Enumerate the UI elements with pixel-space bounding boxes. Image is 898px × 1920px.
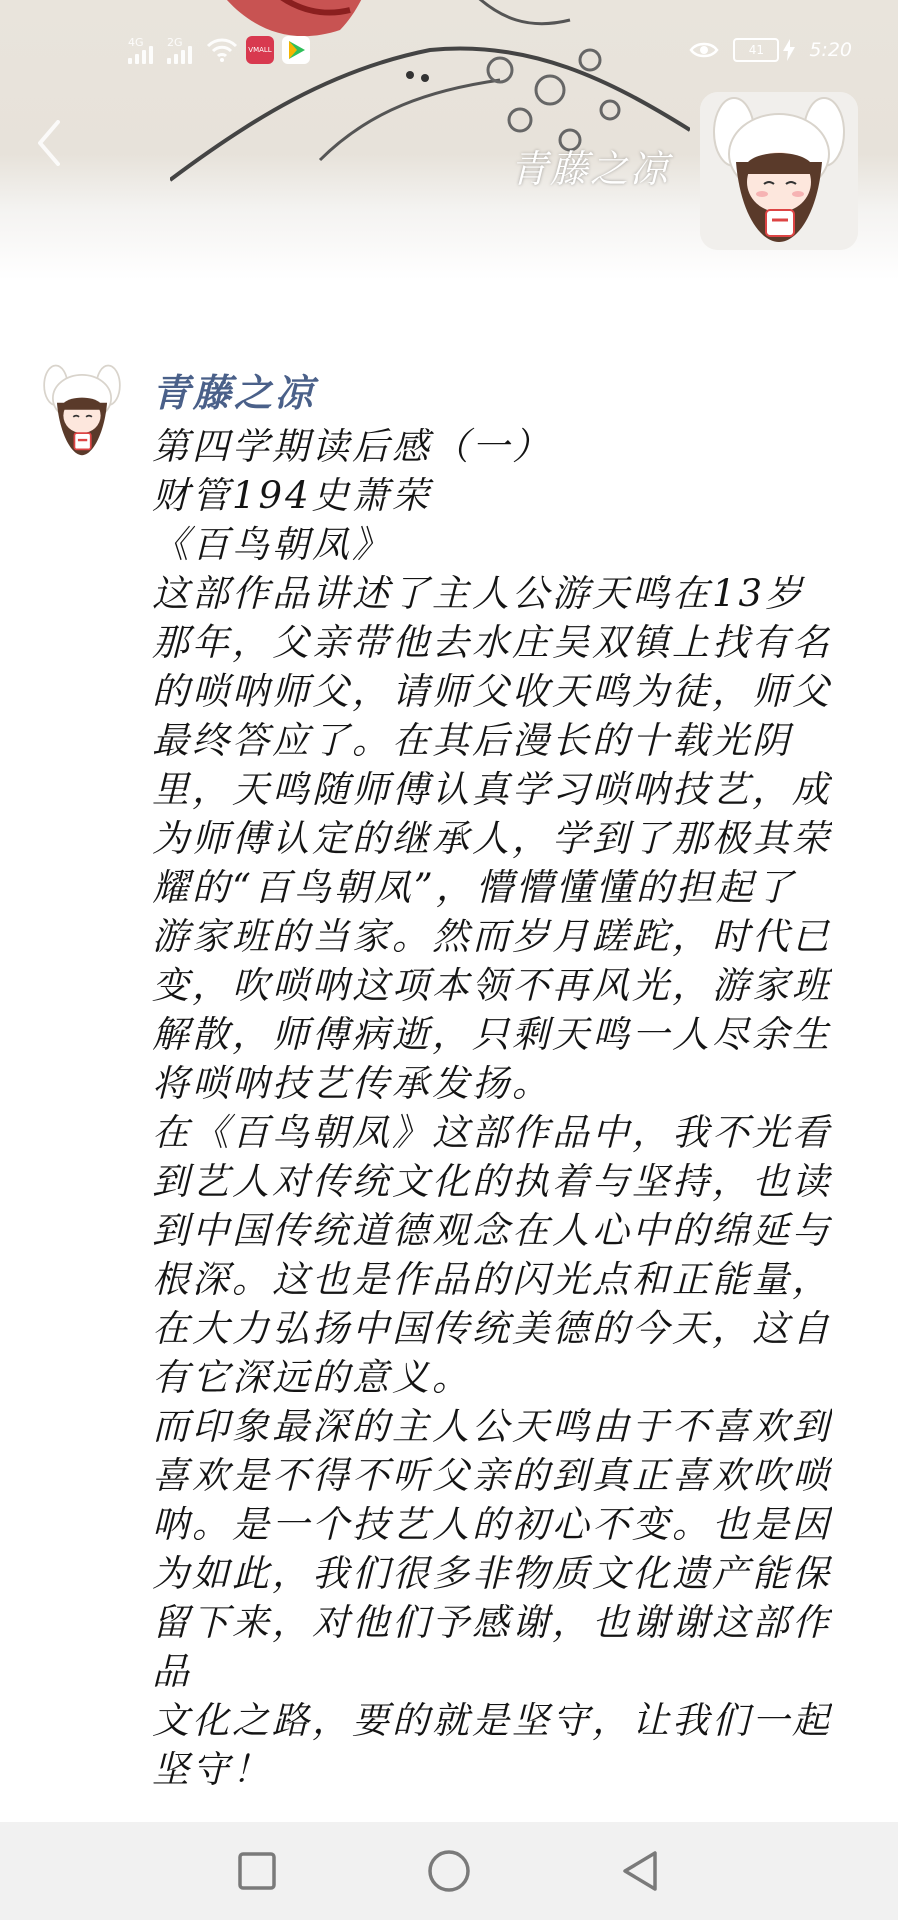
eye-comfort-icon xyxy=(689,40,719,60)
profile-cover[interactable] xyxy=(0,0,898,280)
post-line-author-class: 财管194史萧荣 xyxy=(152,474,432,517)
square-recents-icon xyxy=(237,1851,277,1891)
recents-button[interactable] xyxy=(212,1822,302,1920)
video-app-icon xyxy=(282,36,310,64)
home-button[interactable] xyxy=(404,1822,494,1920)
signal-2g-icon xyxy=(167,36,192,64)
network-type-1: 4G xyxy=(128,36,144,49)
post-paragraph-3: 而印象最深的主人公天鸣由于不喜欢到喜欢是不得不听父亲的到真正喜欢吹唢呐。是一个技艺人的初心不变。也是因为如此，我们很多非物质文化遗产能保留下来，对他们予感谢，也谢谢这部作品 xyxy=(152,1405,832,1693)
clock-time: 5:20 xyxy=(809,39,852,61)
status-left xyxy=(128,36,310,64)
post-line-title: 第四学期读后感（一） xyxy=(152,425,552,468)
battery-level: 41 xyxy=(748,43,764,57)
back-chevron-icon[interactable] xyxy=(32,118,66,168)
battery-icon xyxy=(733,38,779,62)
triangle-back-icon xyxy=(621,1849,661,1893)
circle-home-icon xyxy=(427,1849,471,1893)
post-content xyxy=(152,422,832,1822)
post-author-name[interactable]: 青藤之凉 xyxy=(152,370,317,415)
profile-avatar[interactable] xyxy=(700,92,858,250)
avatar-girl-bunny-icon xyxy=(700,92,858,250)
post-line-book-title: 《百鸟朝凤》 xyxy=(152,523,392,566)
post-paragraph-2: 在《百鸟朝凤》这部作品中，我不光看到艺人对传统文化的执着与坚持，也读到中国传统道德观念在人心中的绵延与根深。这也是作品的闪光点和正能量，在大力弘扬中国传统美德的今天，这自有它深远的意义。 xyxy=(152,1111,832,1399)
post-paragraph-1: 这部作品讲述了主人公游天鸣在13岁那年，父亲带他去水庄吴双镇上找有名的唢呐师父，请师父收天鸣为徒，师父最终答应了。在其后漫长的十载光阴里，天鸣随师傅认真学习唢呐技艺，成为师傅认定的继承人，学到了那极其荣耀的“百鸟朝凤”，懵懵懂懂的担起了游家班的当家。然而岁月蹉跎，时代已变，吹唢呐这项本领不再风光，游家班解散，师傅病逝，只剩天鸣一人尽余生将唢呐技艺传承发扬。 xyxy=(152,572,832,1105)
back-button[interactable] xyxy=(596,1822,686,1920)
vmall-app-icon xyxy=(246,36,274,64)
system-navigation-bar xyxy=(0,1822,898,1920)
post-paragraph-4: 文化之路，要的就是坚守，让我们一起坚守！ xyxy=(152,1699,832,1791)
post-author-avatar[interactable] xyxy=(36,362,128,464)
wifi-icon xyxy=(206,38,238,62)
charging-icon xyxy=(783,39,795,61)
signal-4g-icon xyxy=(128,36,153,64)
status-bar xyxy=(0,30,898,74)
cover-username: 青藤之凉 xyxy=(510,147,671,191)
avatar-girl-bunny-small-icon xyxy=(36,362,128,464)
network-type-2: 2G xyxy=(167,36,183,49)
vmall-label: VMALL xyxy=(248,46,272,54)
status-right xyxy=(689,38,852,62)
